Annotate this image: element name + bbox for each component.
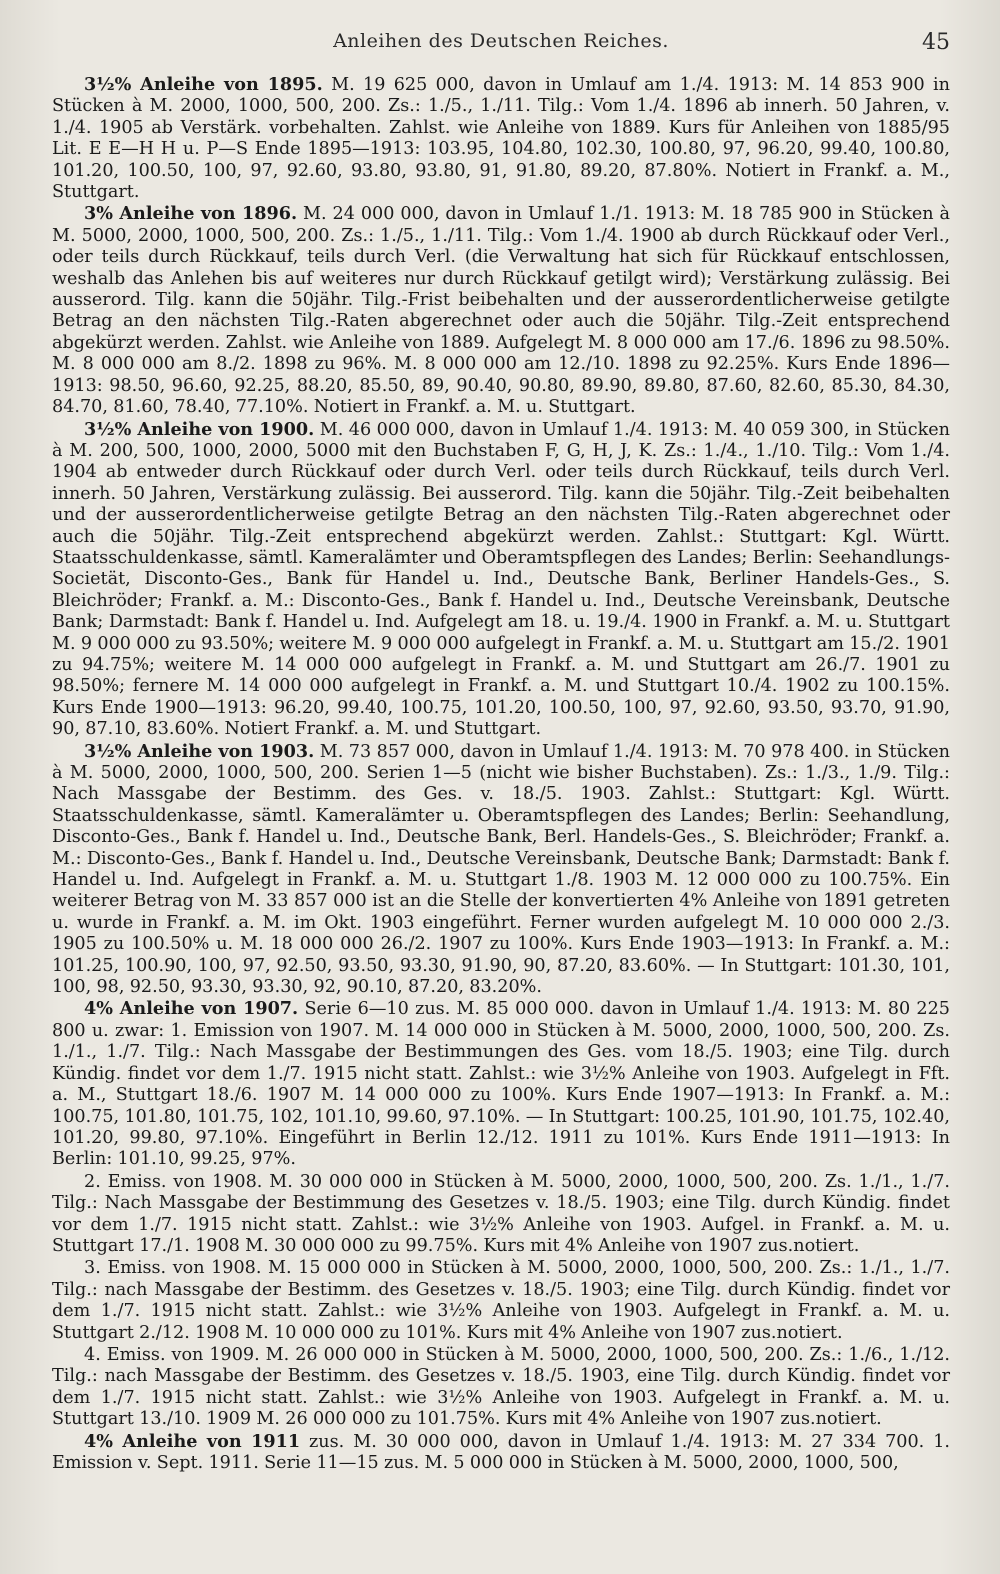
- bond-title: 4% Anleihe von 1911: [84, 1430, 301, 1452]
- paragraph-text: 3. Emiss. von 1908. M. 15 000 000 in Stücken à M. 5000, 2000, 1000, 500, 200. Zs.: 1./1., 1./7. Tilg.: nach Massgabe der Bestimm. des Gesetzes v. 18./5. 1903; eine Tilg. durch Kündig. findet vor dem 1./7. 1915 nicht statt. Zahlst.: wie 3½% Anleihe von 1903. Aufgelegt in Frankf. a. M. u. Stuttgart 2./12. 1908 M. 10 000 000 zu 101%. Kurs mit 4% Anleihe von 1907 zus.notiert.: [52, 1258, 950, 1343]
- paragraph-text: zus. M. 30 000 000, davon in Umlauf 1./4. 1913: M. 27 334 700. 1. Emission v. Sept. 1911. Serie 11—15 zus. M. 5 000 000 in Stücken à M. 5000, 2000, 1000, 500,: [52, 1431, 950, 1473]
- bond-title: 3½% Anleihe von 1903.: [84, 740, 315, 762]
- paragraph-text: 4. Emiss. von 1909. M. 26 000 000 in Stücken à M. 5000, 2000, 1000, 500, 200. Zs.: 1./6., 1./12. Tilg.: nach Massgabe der Bestimm. des Gesetzes v. 18./5. 1903, eine Tilg. durch Kündig. findet vor dem 1./7. 1915 nicht statt. Zahlst.: wie 3½% Anleihe von 1903. Aufgelegt in Frankf. a. M. u. Stuttgart 13./10. 1909 M. 26 000 000 zu 101.75%. Kurs mit 4% Anleihe von 1907 zus.notiert.: [52, 1344, 950, 1430]
- paragraph-anleihe-1907: [52, 998, 950, 1170]
- bond-title: 3½% Anleihe von 1895.: [84, 74, 323, 95]
- paragraph-anleihe-1911: [52, 1431, 950, 1475]
- paragraph-emission-4-1909: [52, 1344, 950, 1431]
- paragraph-anleihe-1900: [52, 419, 950, 741]
- paragraph-text: 2. Emiss. von 1908. M. 30 000 000 in Stücken à M. 5000, 2000, 1000, 500, 200. Zs. 1./1., 1./7. Tilg.: Nach Massgabe der Bestimmung des Gesetzes v. 18./5. 1903; eine Tilg. durch Kündig. findet vor dem 1./7. 1915 nicht statt. Zahlst.: wie 3½% Anleihe von 1903. Aufgel. in Frankf. a. M. u. Stuttgart 17./1. 1908 M. 30 000 000 zu 99.75%. Kurs mit 4% Anleihe von 1907 zus.notiert.: [52, 1171, 950, 1256]
- running-title: Anleihen des Deutschen Reiches.: [333, 30, 669, 52]
- bond-title: 3% Anleihe von 1896.: [84, 203, 298, 225]
- paragraph-text: Serie 6—10 zus. M. 85 000 000. davon in Umlauf 1./4. 1913: M. 80 225 800 u. zwar: 1. Emission von 1907. M. 14 000 000 in Stücken à M. 5000, 2000, 1000, 500, 200. Zs. 1./1., 1./7. Tilg.: Nach Massgabe der Bestimmungen des Ges. vom 18./5. 1903; eine Tilg. durch Kündig. findet vor dem 1./7. 1915 nicht statt. Zahlst.: wie 3½% Anleihe von 1903. Aufgelegt in Fft. a. M., Stuttgart 18./6. 1907 M. 14 000 000 zu 100%. Kurs Ende 1907—1913: In Frankf. a. M.: 100.75, 101.80, 101.75, 102, 101.10, 99.60, 97.10%. — In Stuttgart: 100.25, 101.90, 101.75, 102.40, 101.20, 99.80, 97.10%. Eingeführt in Berlin 12./12. 1911 zu 101%. Kurs Ende 1911—1913: In Berlin: 101.10, 99.25, 97%.: [52, 999, 951, 1170]
- paragraph-anleihe-1896: [52, 203, 950, 418]
- paragraph-text: M. 46 000 000, davon in Umlauf 1./4. 1913: M. 40 059 300, in Stücken à M. 200, 500, 1000, 2000, 5000 mit den Buchstaben F, G, H, J, K. Zs.: 1./4., 1./10. Tilg.: Vom 1./4. 1904 ab entweder durch Rückkauf oder durch Verl. oder teils durch Rückkauf, teils durch Verl. innerh. 50 Jahren, Verstärkung zulässig. Bei ausserord. Tilg. kann die 50jähr. Tilg.-Zeit beibehalten und der ausserordentlicherweise getilgte Betrag an den nächsten Tilg.-Raten abgerechnet oder auch die 50jähr. Tilg.-Zeit entsprechend abgekürzt werden. Zahlst.: Stuttgart: Kgl. Württ. Staatsschuldenkasse, sämtl. Kameralämter und Oberamtspflegen des Landes; Berlin: Seehandlungs-Societät, Disconto-Ges., Bank für Handel u. Ind., Deutsche Bank, Berliner Handels-Ges., S. Bleichröder; Frankf. a. M.: Disconto-Ges., Bank f. Handel u. Ind., Deutsche Vereinsbank, Deutsche Bank; Darmstadt: Bank f. Handel u. Ind. Aufgelegt am 18. u. 19./4. 1900 in Frankf. a. M. u. Stuttgart M. 9 000 000 zu 93.50%; weitere M. 9 000 000 aufgelegt in Frankf. a. M. u. Stuttgart am 15./2. 1901 zu 94.75%; weitere M. 14 000 000 aufgelegt in Frankf. a. M. und Stuttgart am 26./7. 1901 zu 98.50%; fernere M. 14 000 000 aufgelegt in Frankf. a. M. und Stuttgart 10./4. 1902 zu 100.15%. Kurs Ende 1900—1913: 96.20, 99.40, 100.75, 101.20, 100.50, 100, 97, 92.60, 93.50, 93.70, 91.90, 90, 87.10, 83.60%. Notiert Frankf. a. M. und Stuttgart.: [52, 419, 950, 740]
- paragraph-text: M. 24 000 000, davon in Umlauf 1./1. 1913: M. 18 785 900 in Stücken à M. 5000, 2000, 1000, 500, 200. Zs.: 1./5., 1./11. Tilg.: Vom 1./4. 1900 ab durch Rückkauf oder Verl., oder teils durch Rückkauf, teils durch Verl. (die Verwaltung hat sich für Rückkauf entschlossen, weshalb das Anlehen bis auf weiteres nur durch Rückkauf getilgt wird); Verstärkung zulässig. Bei ausserord. Tilg. kann die 50jähr. Tilg.-Frist beibehalten und der ausserordentlicherweise getilgte Betrag an den nächsten Tilg.-Raten abgerechnet oder auch die 50jähr. Tilg.-Zeit entsprechend abgekürzt werden. Zahlst. wie Anleihe von 1889. Aufgelegt M. 8 000 000 am 17./6. 1896 zu 98.50%. M. 8 000 000 am 8./2. 1898 zu 96%. M. 8 000 000 am 12./10. 1898 zu 92.25%. Kurs Ende 1896—1913: 98.50, 96.60, 92.25, 88.20, 85.50, 89, 90.40, 90.80, 89.90, 89.80, 87.60, 82.60, 85.30, 84.30, 84.70, 81.60, 78.40, 77.10%. Notiert in Frankf. a. M. u. Stuttgart.: [52, 204, 950, 418]
- paragraph-emission-2-1908: [52, 1171, 950, 1258]
- running-head: [52, 30, 950, 60]
- bond-title: 4% Anleihe von 1907.: [84, 998, 299, 1020]
- paragraph-emission-3-1908: [52, 1257, 950, 1344]
- page-number: 45: [922, 30, 950, 55]
- document-body: [52, 74, 950, 1474]
- paragraph-anleihe-1903: [52, 741, 950, 999]
- paragraph-anleihe-1895: [52, 74, 950, 203]
- paragraph-text: M. 19 625 000, davon in Umlauf am 1./4. 1913: M. 14 853 900 in Stücken à M. 2000, 1000, 500, 200. Zs.: 1./5., 1./11. Tilg.: Vom 1./4. 1896 ab innerh. 50 Jahren, v. 1./4. 1905 ab Verstärk. vorbehalten. Zahlst. wie Anleihe von 1889. Kurs für Anleihen von 1885/95 Lit. E E—H H u. P—S Ende 1895—1913: 103.95, 104.80, 102.30, 100.80, 97, 96.20, 99.40, 100.80, 101.20, 100.50, 100, 97, 92.60, 93.80, 93.80, 91, 91.80, 89.20, 87.80%. Notiert in Frankf. a. M., Stuttgart.: [52, 75, 950, 203]
- paragraph-text: M. 73 857 000, davon in Umlauf 1./4. 1913: M. 70 978 400. in Stücken à M. 5000, 2000, 1000, 500, 200. Serien 1—5 (nicht wie bisher Buchstaben). Zs.: 1./3., 1./9. Tilg.: Nach Massgabe der Bestimm. des Ges. v. 18./5. 1903. Zahlst.: Stuttgart: Kgl. Württ. Staatsschuldenkasse, sämtl. Kameralämter u. Oberamtspflegen des Landes; Berlin: Seehandlung, Disconto-Ges., Bank f. Handel u. Ind., Deutsche Bank, Berl. Handels-Ges., S. Bleichröder; Frankf. a. M.: Disconto-Ges., Bank f. Handel u. Ind., Deutsche Vereinsbank, Deutsche Bank; Darmstadt: Bank f. Handel u. Ind. Aufgelegt in Frankf. a. M. u. Stuttgart 1./8. 1903 M. 12 000 000 zu 100.75%. Ein weiterer Betrag von M. 33 857 000 ist an die Stelle der konvertierten 4% Anleihe von 1891 getreten u. wurde in Frankf. a. M. im Okt. 1903 eingeführt. Ferner wurden aufgelegt M. 10 000 000 2./3. 1905 zu 100.50% u. M. 18 000 000 26./2. 1907 zu 100%. Kurs Ende 1903—1913: In Frankf. a. M.: 101.25, 100.90, 100, 97, 92.50, 93.50, 93.30, 91.90, 90, 87.20, 83.60%. — In Stuttgart: 101.30, 101, 100, 98, 92.50, 93.30, 93.30, 92, 90.10, 87.20, 83.20%.: [52, 741, 950, 998]
- bond-title: 3½% Anleihe von 1900.: [84, 418, 315, 440]
